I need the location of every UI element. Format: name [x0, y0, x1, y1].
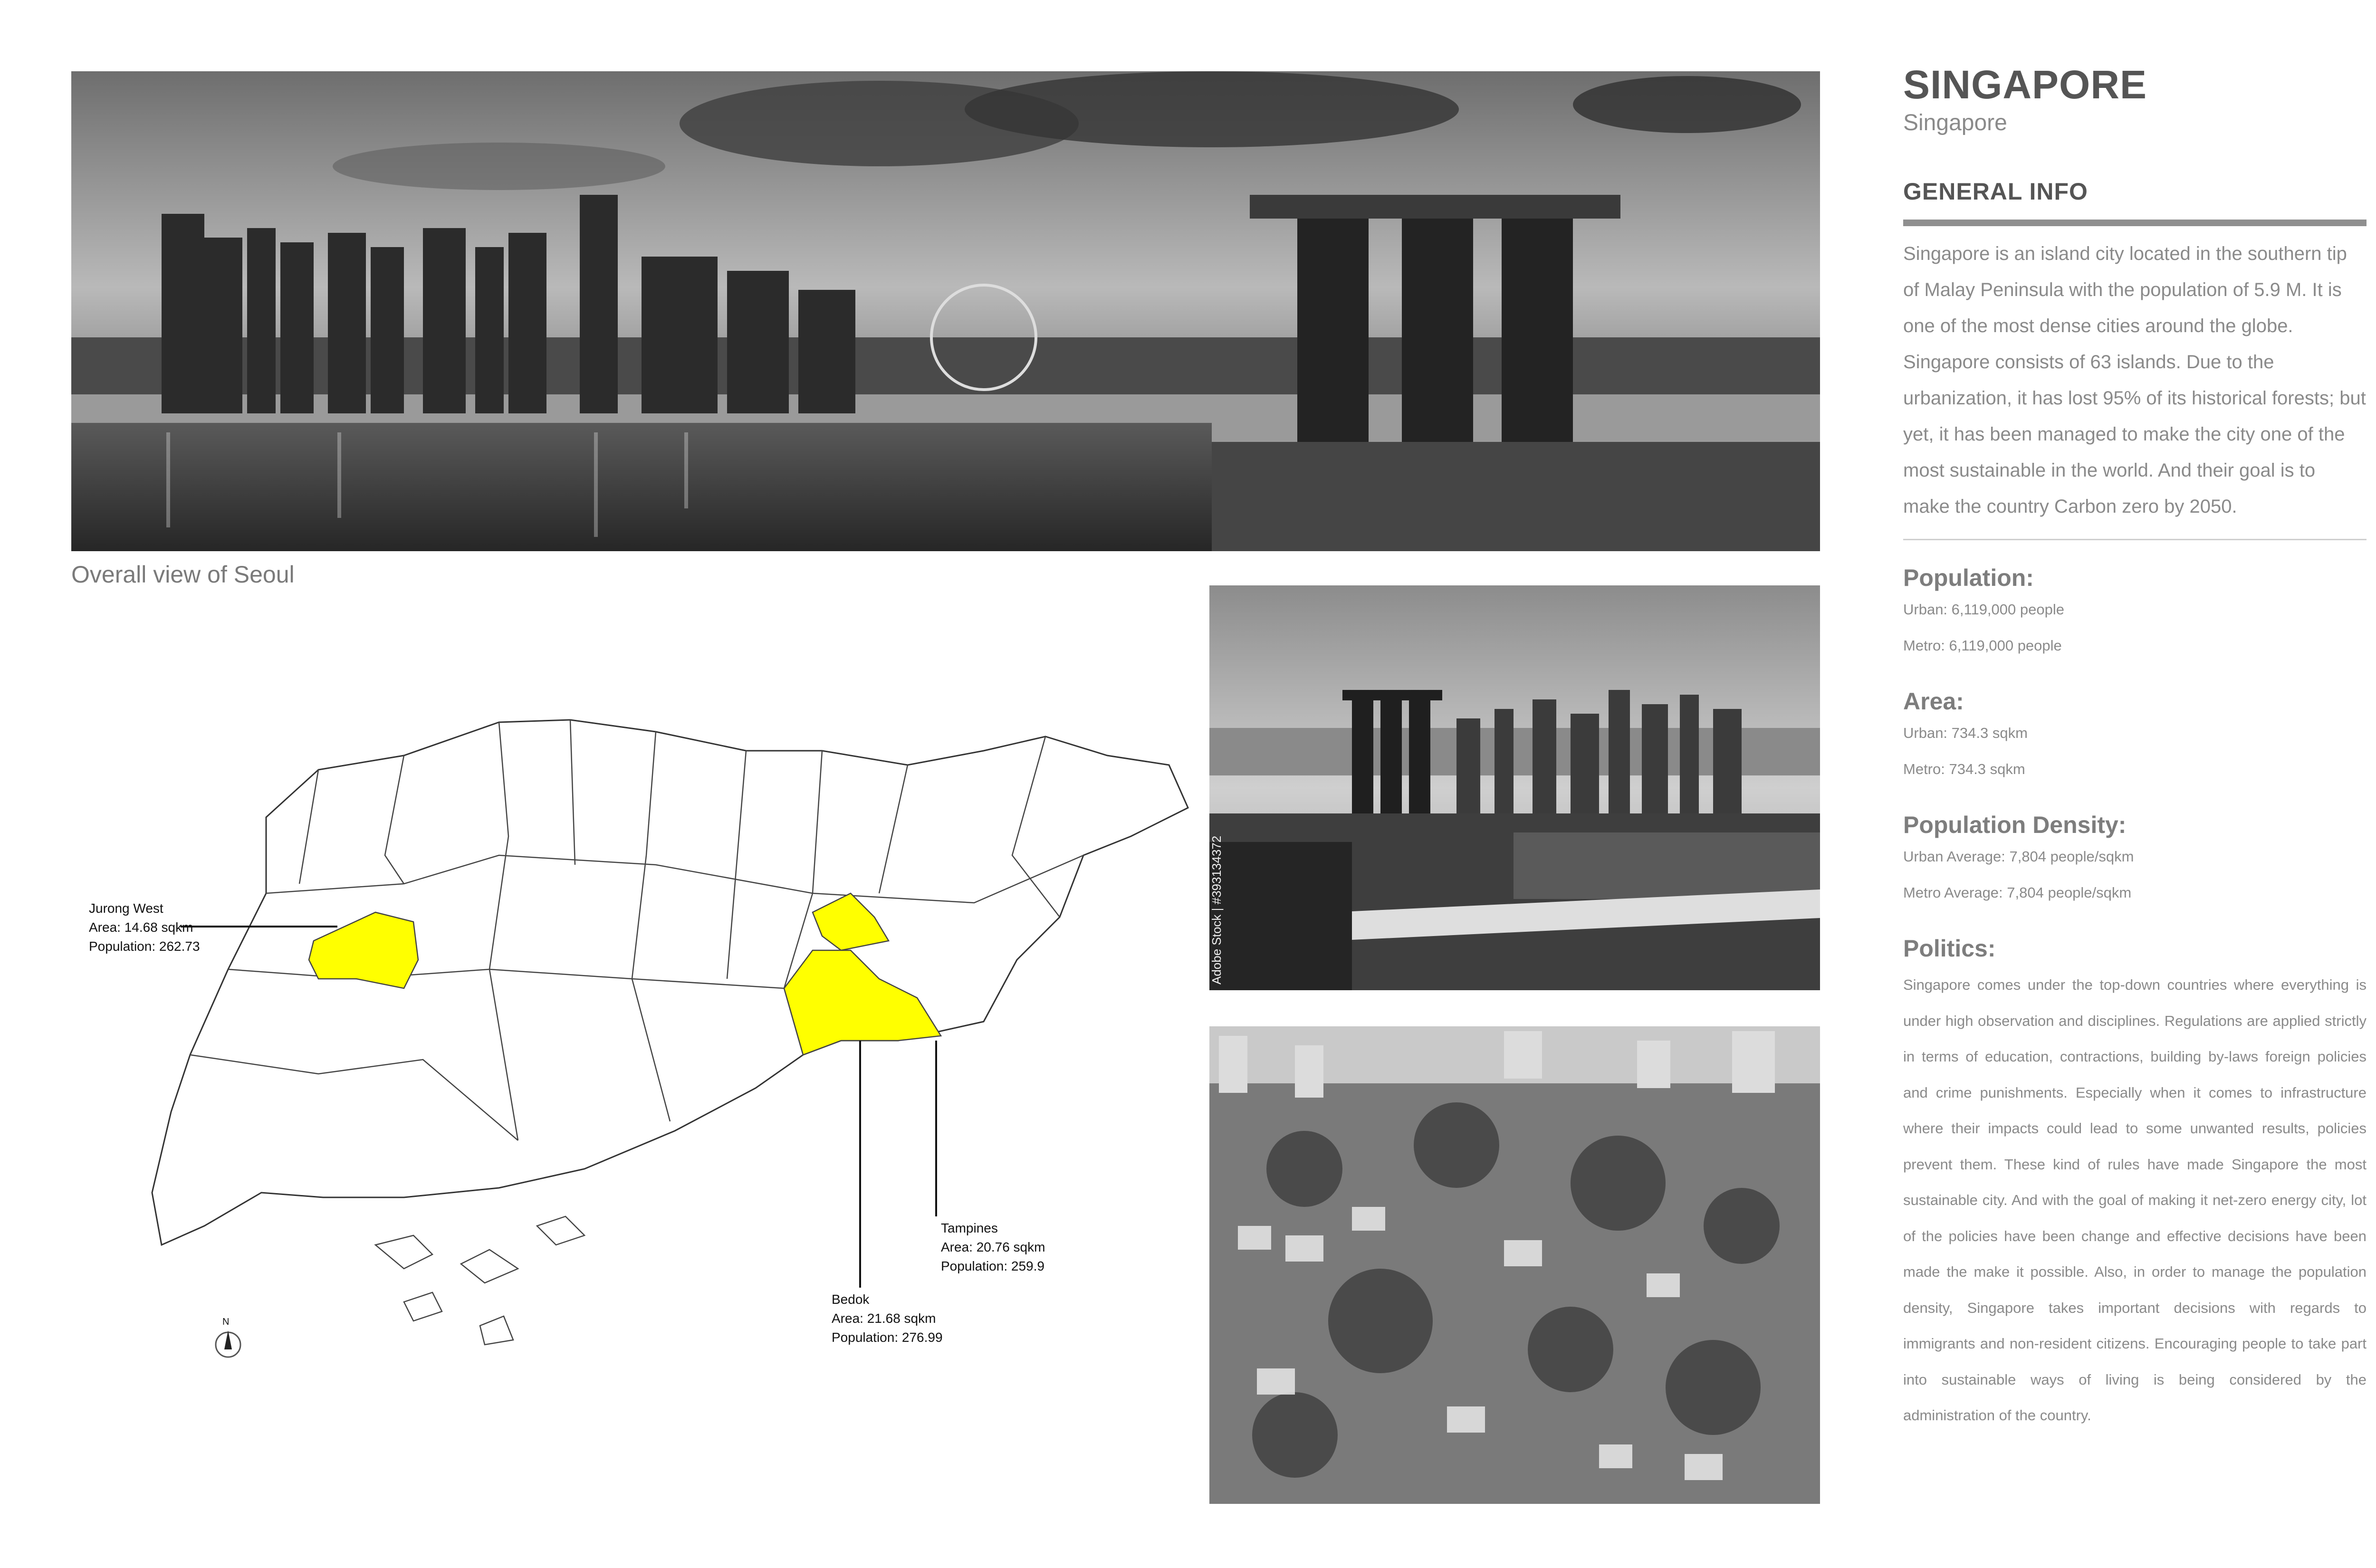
- general-info-heading: GENERAL INFO: [1903, 178, 2088, 205]
- population-metro: Metro: 6,119,000 people: [1903, 637, 2062, 654]
- politics-text: Singapore comes under the top-down countries where everything is under high observation and disciplines. Regulations are applied strictly in terms of education, contractions, building by-laws foreign policies and crime punishments. Especially when it comes to infrastructure where their impacts could lead to some unwanted results, policies prevent them. These kind of rules have made Singapore the most sustainable city. And with the goal of making it net-zero energy city, lot of the policies have been change and effective decisions have been made the make it possible. Also, in order to manage the population density, Singapore takes important decisions with regards to immigrants and non-resident citizens. Encouraging people to take part into sustainable ways of living is being considered by the administration of the country.: [1903, 976, 2366, 1424]
- area-section: [1903, 688, 2366, 787]
- population-urban: Urban: 6,119,000 people: [1903, 601, 2064, 618]
- general-info-text: Singapore is an island city located in the southern tip of Malay Peninsula with the population of 5.9 M. It is one of the most dense cities around the globe. Singapore consists of 63 islands. Due to the urbanization, it has lost 95% of its historical forests; but yet, it has been managed to make the city one of the most sustainable in the world. And their goal is to make the country Carbon zero by 2050.: [1903, 243, 2366, 517]
- district-map: [71, 713, 1198, 1406]
- density-urban: Urban Average: 7,804 people/sqkm: [1903, 848, 2134, 865]
- population-heading: Population:: [1903, 564, 2034, 591]
- population-section: [1903, 564, 2366, 664]
- city-subtitle: Singapore: [1903, 110, 2007, 135]
- housing-estate-photo: [1209, 1026, 1820, 1504]
- density-section: [1903, 811, 2366, 911]
- label-jurong-west: Jurong West Area: 14.68 sqkm Population: 262.73: [89, 901, 200, 954]
- label-bedok: Bedok Area: 21.68 sqkm Population: 276.99: [832, 1292, 943, 1345]
- politics-heading: Politics:: [1903, 935, 1996, 962]
- city-title: SINGAPORE: [1903, 62, 2147, 107]
- photo-watermark: Adobe Stock | #393134372: [1209, 835, 1224, 985]
- density-heading: Population Density:: [1903, 812, 2127, 838]
- info-sidebar: [1903, 62, 2366, 1434]
- hero-panorama-photo: [71, 71, 1820, 551]
- section-rule: [1903, 220, 2366, 226]
- area-urban: Urban: 734.3 sqkm: [1903, 725, 2028, 741]
- north-arrow-icon: [216, 1330, 240, 1357]
- politics-section: [1903, 935, 2366, 1434]
- marina-bay-photo: [1209, 585, 1820, 990]
- density-metro: Metro Average: 7,804 people/sqkm: [1903, 884, 2132, 901]
- section-divider: [1903, 539, 2366, 540]
- hero-caption: Overall view of Seoul: [71, 561, 295, 588]
- north-label: N: [222, 1317, 230, 1327]
- area-metro: Metro: 734.3 sqkm: [1903, 761, 2025, 777]
- area-heading: Area:: [1903, 688, 1964, 715]
- label-tampines: Tampines Area: 20.76 sqkm Population: 259.9: [941, 1221, 1045, 1273]
